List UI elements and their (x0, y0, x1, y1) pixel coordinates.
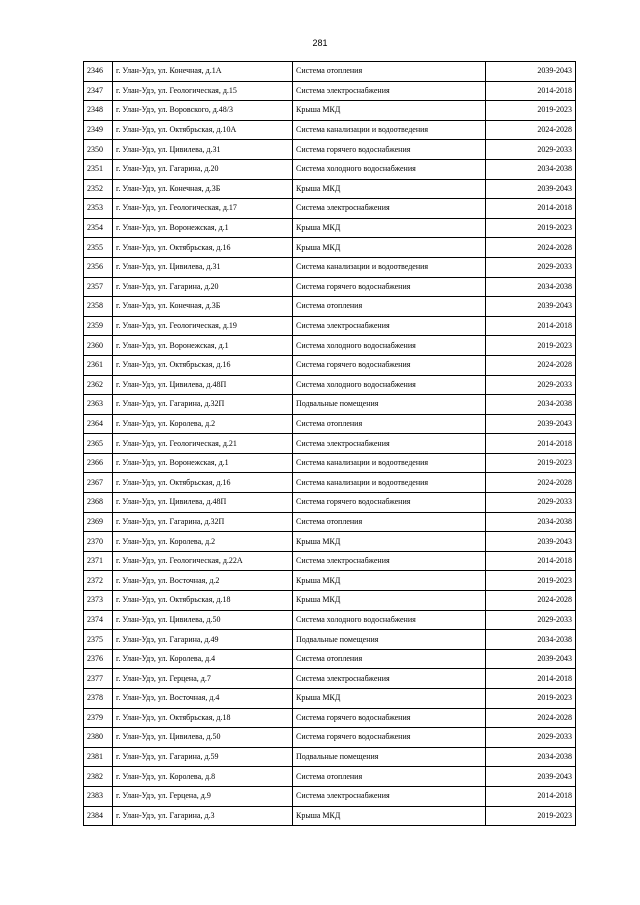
period-cell: 2014-2018 (486, 316, 576, 336)
address-cell: г. Улан-Удэ, ул. Гагарина, д.49 (113, 630, 293, 650)
registry-table-body (84, 62, 576, 826)
period-cell: 2019-2023 (486, 101, 576, 121)
system-cell: Система отопления (293, 62, 486, 82)
address-cell: г. Улан-Удэ, ул. Конечная, д.1А (113, 62, 293, 82)
address-cell: г. Улан-Удэ, ул. Восточная, д.4 (113, 689, 293, 709)
row-number-cell: 2359 (84, 316, 113, 336)
system-cell: Система горячего водоснабжения (293, 277, 486, 297)
address-cell: г. Улан-Удэ, ул. Цивилева, д.31 (113, 257, 293, 277)
address-cell: г. Улан-Удэ, ул. Королева, д.2 (113, 532, 293, 552)
table-row (84, 532, 576, 552)
address-cell: г. Улан-Удэ, ул. Гагарина, д.32П (113, 395, 293, 415)
period-cell: 2024-2028 (486, 708, 576, 728)
table-row (84, 493, 576, 513)
table-row (84, 101, 576, 121)
system-cell: Система канализации и водоотведения (293, 257, 486, 277)
address-cell: г. Улан-Удэ, ул. Цивилева, д.31 (113, 140, 293, 160)
period-cell: 2024-2028 (486, 591, 576, 611)
registry-table (83, 61, 576, 826)
row-number-cell: 2375 (84, 630, 113, 650)
row-number-cell: 2369 (84, 512, 113, 532)
system-cell: Крыша МКД (293, 591, 486, 611)
system-cell: Система канализации и водоотведения (293, 120, 486, 140)
period-cell: 2024-2028 (486, 355, 576, 375)
address-cell: г. Улан-Удэ, ул. Цивилева, д.48П (113, 493, 293, 513)
system-cell: Система отопления (293, 414, 486, 434)
address-cell: г. Улан-Удэ, ул. Воронежская, д.1 (113, 336, 293, 356)
system-cell: Система отопления (293, 649, 486, 669)
system-cell: Система отопления (293, 512, 486, 532)
period-cell: 2019-2023 (486, 453, 576, 473)
row-number-cell: 2351 (84, 159, 113, 179)
row-number-cell: 2371 (84, 551, 113, 571)
row-number-cell: 2377 (84, 669, 113, 689)
row-number-cell: 2381 (84, 747, 113, 767)
table-row (84, 630, 576, 650)
system-cell: Крыша МКД (293, 532, 486, 552)
address-cell: г. Улан-Удэ, ул. Цивилева, д.50 (113, 610, 293, 630)
period-cell: 2029-2033 (486, 610, 576, 630)
period-cell: 2039-2043 (486, 414, 576, 434)
page-number: 281 (312, 38, 328, 48)
table-row (84, 395, 576, 415)
system-cell: Крыша МКД (293, 218, 486, 238)
table-row (84, 669, 576, 689)
period-cell: 2029-2033 (486, 493, 576, 513)
table-row (84, 238, 576, 258)
address-cell: г. Улан-Удэ, ул. Октябрьская, д.18 (113, 591, 293, 611)
period-cell: 2039-2043 (486, 532, 576, 552)
table-row (84, 179, 576, 199)
system-cell: Система холодного водоснабжения (293, 375, 486, 395)
row-number-cell: 2358 (84, 297, 113, 317)
address-cell: г. Улан-Удэ, ул. Королева, д.2 (113, 414, 293, 434)
system-cell: Система электроснабжения (293, 316, 486, 336)
row-number-cell: 2383 (84, 786, 113, 806)
row-number-cell: 2357 (84, 277, 113, 297)
table-row (84, 140, 576, 160)
system-cell: Крыша МКД (293, 571, 486, 591)
system-cell: Подвальные помещения (293, 747, 486, 767)
row-number-cell: 2356 (84, 257, 113, 277)
table-row (84, 257, 576, 277)
address-cell: г. Улан-Удэ, ул. Гагарина, д.3 (113, 806, 293, 826)
period-cell: 2039-2043 (486, 767, 576, 787)
period-cell: 2029-2033 (486, 257, 576, 277)
address-cell: г. Улан-Удэ, ул. Геологическая, д.15 (113, 81, 293, 101)
period-cell: 2014-2018 (486, 81, 576, 101)
row-number-cell: 2376 (84, 649, 113, 669)
row-number-cell: 2360 (84, 336, 113, 356)
period-cell: 2019-2023 (486, 571, 576, 591)
table-row (84, 786, 576, 806)
row-number-cell: 2354 (84, 218, 113, 238)
row-number-cell: 2368 (84, 493, 113, 513)
row-number-cell: 2346 (84, 62, 113, 82)
period-cell: 2014-2018 (486, 551, 576, 571)
address-cell: г. Улан-Удэ, ул. Цивилева, д.50 (113, 728, 293, 748)
table-row (84, 473, 576, 493)
table-row (84, 551, 576, 571)
address-cell: г. Улан-Удэ, ул. Октябрьская, д.16 (113, 473, 293, 493)
table-row (84, 591, 576, 611)
period-cell: 2029-2033 (486, 728, 576, 748)
row-number-cell: 2350 (84, 140, 113, 160)
row-number-cell: 2348 (84, 101, 113, 121)
address-cell: г. Улан-Удэ, ул. Гагарина, д.20 (113, 277, 293, 297)
period-cell: 2034-2038 (486, 159, 576, 179)
system-cell: Система электроснабжения (293, 786, 486, 806)
address-cell: г. Улан-Удэ, ул. Октябрьская, д.16 (113, 238, 293, 258)
table-row (84, 277, 576, 297)
address-cell: г. Улан-Удэ, ул. Герцена, д.9 (113, 786, 293, 806)
period-cell: 2039-2043 (486, 649, 576, 669)
table-row (84, 512, 576, 532)
period-cell: 2019-2023 (486, 689, 576, 709)
row-number-cell: 2370 (84, 532, 113, 552)
system-cell: Система электроснабжения (293, 669, 486, 689)
period-cell: 2024-2028 (486, 120, 576, 140)
address-cell: г. Улан-Удэ, ул. Герцена, д.7 (113, 669, 293, 689)
address-cell: г. Улан-Удэ, ул. Геологическая, д.21 (113, 434, 293, 454)
period-cell: 2019-2023 (486, 806, 576, 826)
system-cell: Система горячего водоснабжения (293, 493, 486, 513)
table-row (84, 728, 576, 748)
system-cell: Система холодного водоснабжения (293, 610, 486, 630)
period-cell: 2014-2018 (486, 434, 576, 454)
period-cell: 2024-2028 (486, 473, 576, 493)
address-cell: г. Улан-Удэ, ул. Королева, д.4 (113, 649, 293, 669)
system-cell: Система горячего водоснабжения (293, 728, 486, 748)
system-cell: Крыша МКД (293, 238, 486, 258)
address-cell: г. Улан-Удэ, ул. Гагарина, д.20 (113, 159, 293, 179)
row-number-cell: 2366 (84, 453, 113, 473)
table-row (84, 81, 576, 101)
period-cell: 2014-2018 (486, 199, 576, 219)
table-row (84, 747, 576, 767)
table-row (84, 453, 576, 473)
address-cell: г. Улан-Удэ, ул. Октябрьская, д.18 (113, 708, 293, 728)
table-row (84, 336, 576, 356)
address-cell: г. Улан-Удэ, ул. Гагарина, д.32П (113, 512, 293, 532)
row-number-cell: 2373 (84, 591, 113, 611)
address-cell: г. Улан-Удэ, ул. Октябрьская, д.10А (113, 120, 293, 140)
address-cell: г. Улан-Удэ, ул. Королева, д.8 (113, 767, 293, 787)
system-cell: Система горячего водоснабжения (293, 140, 486, 160)
system-cell: Система электроснабжения (293, 434, 486, 454)
row-number-cell: 2362 (84, 375, 113, 395)
system-cell: Крыша МКД (293, 689, 486, 709)
period-cell: 2034-2038 (486, 395, 576, 415)
system-cell: Крыша МКД (293, 179, 486, 199)
table-row (84, 159, 576, 179)
period-cell: 2029-2033 (486, 375, 576, 395)
period-cell: 2039-2043 (486, 297, 576, 317)
system-cell: Система горячего водоснабжения (293, 708, 486, 728)
system-cell: Система отопления (293, 767, 486, 787)
row-number-cell: 2365 (84, 434, 113, 454)
system-cell: Система канализации и водоотведения (293, 453, 486, 473)
row-number-cell: 2378 (84, 689, 113, 709)
address-cell: г. Улан-Удэ, ул. Геологическая, д.17 (113, 199, 293, 219)
table-row (84, 355, 576, 375)
period-cell: 2034-2038 (486, 512, 576, 532)
table-row (84, 375, 576, 395)
table-row (84, 120, 576, 140)
table-row (84, 414, 576, 434)
table-row (84, 689, 576, 709)
address-cell: г. Улан-Удэ, ул. Цивилева, д.48П (113, 375, 293, 395)
period-cell: 2034-2038 (486, 630, 576, 650)
address-cell: г. Улан-Удэ, ул. Геологическая, д.19 (113, 316, 293, 336)
system-cell: Система электроснабжения (293, 199, 486, 219)
address-cell: г. Улан-Удэ, ул. Конечная, д.3Б (113, 179, 293, 199)
system-cell: Система канализации и водоотведения (293, 473, 486, 493)
row-number-cell: 2367 (84, 473, 113, 493)
row-number-cell: 2347 (84, 81, 113, 101)
period-cell: 2024-2028 (486, 238, 576, 258)
table-row (84, 571, 576, 591)
table-row (84, 199, 576, 219)
system-cell: Система отопления (293, 297, 486, 317)
system-cell: Система электроснабжения (293, 551, 486, 571)
system-cell: Система электроснабжения (293, 81, 486, 101)
row-number-cell: 2353 (84, 199, 113, 219)
period-cell: 2014-2018 (486, 786, 576, 806)
row-number-cell: 2361 (84, 355, 113, 375)
period-cell: 2014-2018 (486, 669, 576, 689)
address-cell: г. Улан-Удэ, ул. Восточная, д.2 (113, 571, 293, 591)
address-cell: г. Улан-Удэ, ул. Воровского, д.48/3 (113, 101, 293, 121)
table-row (84, 218, 576, 238)
table-row (84, 649, 576, 669)
table-row (84, 316, 576, 336)
system-cell: Крыша МКД (293, 101, 486, 121)
row-number-cell: 2372 (84, 571, 113, 591)
address-cell: г. Улан-Удэ, ул. Воронежская, д.1 (113, 453, 293, 473)
period-cell: 2019-2023 (486, 218, 576, 238)
table-row (84, 708, 576, 728)
row-number-cell: 2364 (84, 414, 113, 434)
address-cell: г. Улан-Удэ, ул. Гагарина, д.59 (113, 747, 293, 767)
address-cell: г. Улан-Удэ, ул. Октябрьская, д.16 (113, 355, 293, 375)
row-number-cell: 2380 (84, 728, 113, 748)
address-cell: г. Улан-Удэ, ул. Воронежская, д.1 (113, 218, 293, 238)
address-cell: г. Улан-Удэ, ул. Геологическая, д.22А (113, 551, 293, 571)
row-number-cell: 2363 (84, 395, 113, 415)
period-cell: 2034-2038 (486, 277, 576, 297)
table-row (84, 434, 576, 454)
table-row (84, 767, 576, 787)
row-number-cell: 2382 (84, 767, 113, 787)
period-cell: 2019-2023 (486, 336, 576, 356)
period-cell: 2039-2043 (486, 179, 576, 199)
row-number-cell: 2349 (84, 120, 113, 140)
period-cell: 2039-2043 (486, 62, 576, 82)
table-row (84, 62, 576, 82)
system-cell: Система холодного водоснабжения (293, 159, 486, 179)
row-number-cell: 2355 (84, 238, 113, 258)
system-cell: Система холодного водоснабжения (293, 336, 486, 356)
system-cell: Система горячего водоснабжения (293, 355, 486, 375)
table-row (84, 297, 576, 317)
system-cell: Подвальные помещения (293, 395, 486, 415)
table-row (84, 610, 576, 630)
address-cell: г. Улан-Удэ, ул. Конечная, д.3Б (113, 297, 293, 317)
period-cell: 2029-2033 (486, 140, 576, 160)
system-cell: Крыша МКД (293, 806, 486, 826)
row-number-cell: 2384 (84, 806, 113, 826)
system-cell: Подвальные помещения (293, 630, 486, 650)
table-row (84, 806, 576, 826)
row-number-cell: 2352 (84, 179, 113, 199)
row-number-cell: 2374 (84, 610, 113, 630)
period-cell: 2034-2038 (486, 747, 576, 767)
row-number-cell: 2379 (84, 708, 113, 728)
